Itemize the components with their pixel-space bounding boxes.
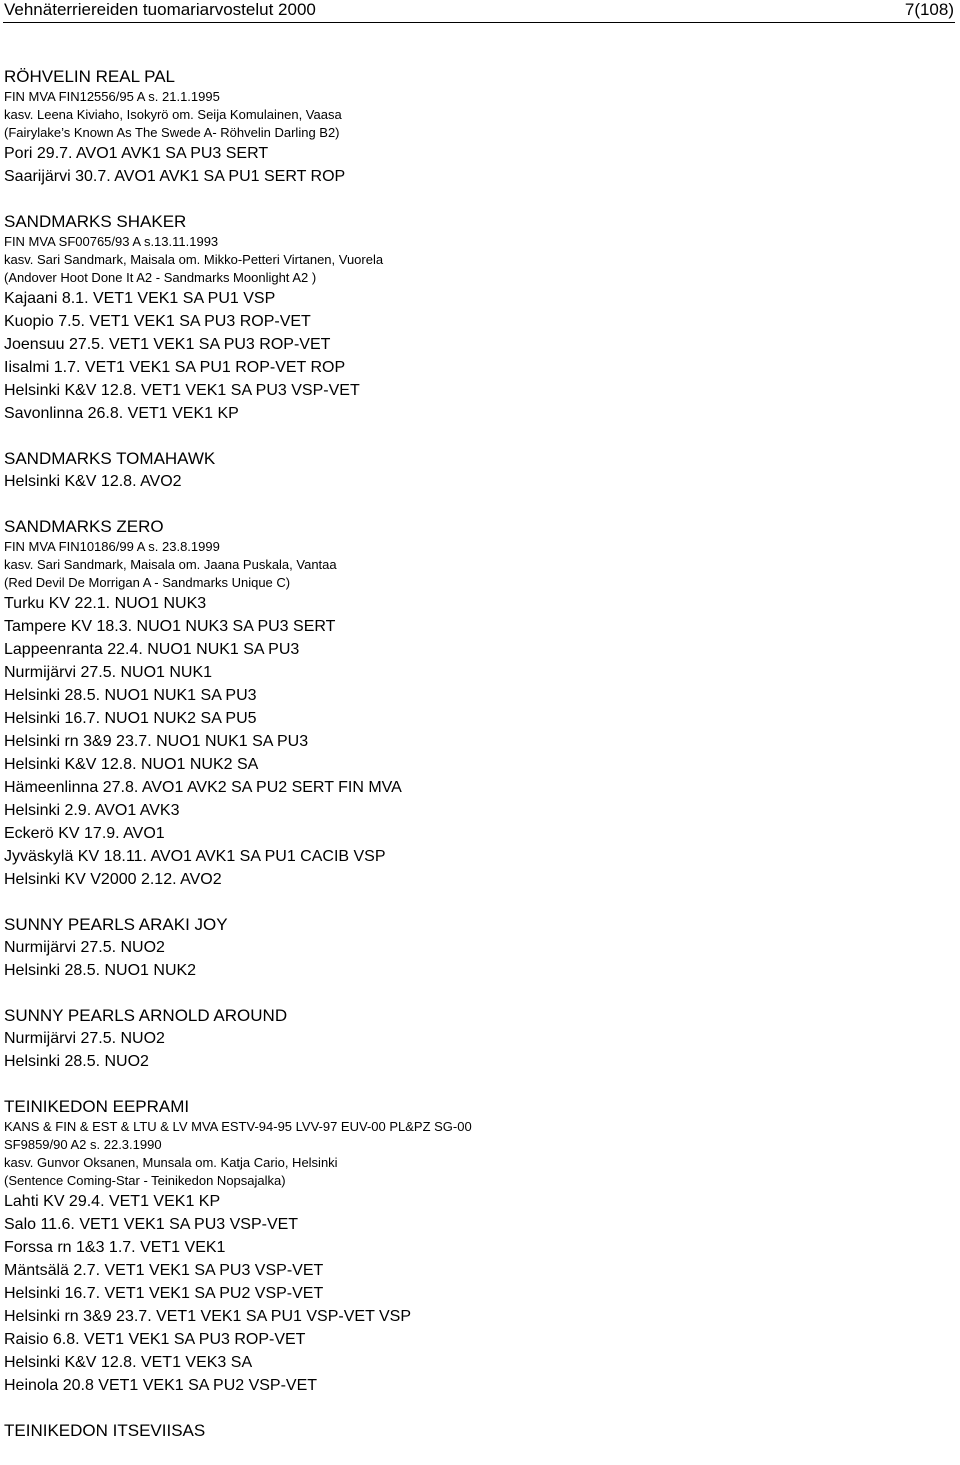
show-result: Nurmijärvi 27.5. NUO2 xyxy=(4,1030,165,1047)
dog-entry xyxy=(4,1005,944,1073)
dog-name: SUNNY PEARLS ARAKI JOY xyxy=(4,915,228,934)
document-title: Vehnäterriereiden tuomariarvostelut 2000 xyxy=(4,0,316,19)
show-result: Helsinki K&V 12.8. VET1 VEK3 SA xyxy=(4,1354,253,1371)
show-result: Jyväskylä KV 18.11. AVO1 AVK1 SA PU1 CACIB VSP xyxy=(4,848,386,865)
dog-entry xyxy=(4,66,944,188)
registration-detail: kasv. Sari Sandmark, Maisala om. Mikko-Petteri Virtanen, Vuorela xyxy=(4,252,384,267)
dog-entry xyxy=(4,1096,944,1397)
show-result: Helsinki rn 3&9 23.7. VET1 VEK1 SA PU1 VSP-VET VSP xyxy=(4,1308,412,1325)
show-result: Saarijärvi 30.7. AVO1 AVK1 SA PU1 SERT ROP xyxy=(4,168,346,185)
show-result: Helsinki K&V 12.8. VET1 VEK1 SA PU3 VSP-VET xyxy=(4,382,360,399)
show-result: Mäntsälä 2.7. VET1 VEK1 SA PU3 VSP-VET xyxy=(4,1262,324,1279)
show-result: Iisalmi 1.7. VET1 VEK1 SA PU1 ROP-VET ROP xyxy=(4,359,346,376)
show-result: Turku KV 22.1. NUO1 NUK3 xyxy=(4,595,207,612)
show-result: Heinola 20.8 VET1 VEK1 SA PU2 VSP-VET xyxy=(4,1377,318,1394)
registration-detail: (Andover Hoot Done It A2 - Sandmarks Moonlight A2 ) xyxy=(4,270,317,285)
results-list xyxy=(4,66,944,1465)
registration-detail: kasv. Leena Kiviaho, Isokyrö om. Seija Komulainen, Vaasa xyxy=(4,107,342,122)
dog-name: SANDMARKS ZERO xyxy=(4,517,164,536)
show-result: Nurmijärvi 27.5. NUO2 xyxy=(4,939,165,956)
page-header xyxy=(4,0,954,22)
dog-name: SANDMARKS TOMAHAWK xyxy=(4,449,216,468)
registration-detail: kasv. Sari Sandmark, Maisala om. Jaana Puskala, Vantaa xyxy=(4,557,337,572)
registration-detail: kasv. Gunvor Oksanen, Munsala om. Katja Cario, Helsinki xyxy=(4,1155,338,1170)
dog-entry xyxy=(4,448,944,493)
show-result: Hämeenlinna 27.8. AVO1 AVK2 SA PU2 SERT FIN MVA xyxy=(4,779,402,796)
dog-name: SUNNY PEARLS ARNOLD AROUND xyxy=(4,1006,288,1025)
registration-detail: SF9859/90 A2 s. 22.3.1990 xyxy=(4,1137,162,1152)
show-result: Helsinki rn 3&9 23.7. NUO1 NUK1 SA PU3 xyxy=(4,733,309,750)
registration-detail: (Red Devil De Morrigan A - Sandmarks Unique C) xyxy=(4,575,291,590)
show-result: Helsinki K&V 12.8. NUO1 NUK2 SA xyxy=(4,756,259,773)
registration-detail: (Sentence Coming-Star - Teinikedon Nopsajalka) xyxy=(4,1173,286,1188)
show-result: Lahti KV 29.4. VET1 VEK1 KP xyxy=(4,1193,221,1210)
show-result: Helsinki K&V 12.8. AVO2 xyxy=(4,473,182,490)
show-result: Pori 29.7. AVO1 AVK1 SA PU3 SERT xyxy=(4,145,269,162)
dog-name: SANDMARKS SHAKER xyxy=(4,212,187,231)
show-result: Helsinki 28.5. NUO1 NUK1 SA PU3 xyxy=(4,687,257,704)
show-result: Lappeenranta 22.4. NUO1 NUK1 SA PU3 xyxy=(4,641,300,658)
dog-entry xyxy=(4,914,944,982)
show-result: Salo 11.6. VET1 VEK1 SA PU3 VSP-VET xyxy=(4,1216,299,1233)
show-result: Eckerö KV 17.9. AVO1 xyxy=(4,825,165,842)
show-result: Raisio 6.8. VET1 VEK1 SA PU3 ROP-VET xyxy=(4,1331,306,1348)
registration-detail: FIN MVA FIN12556/95 A s. 21.1.1995 xyxy=(4,89,220,104)
show-result: Joensuu 27.5. VET1 VEK1 SA PU3 ROP-VET xyxy=(4,336,331,353)
dog-name: RÖHVELIN REAL PAL xyxy=(4,67,176,86)
show-result: Helsinki 16.7. VET1 VEK1 SA PU2 VSP-VET xyxy=(4,1285,324,1302)
registration-detail: KANS & FIN & EST & LTU & LV MVA ESTV-94-95 LVV-97 EUV-00 PL&PZ SG-00 xyxy=(4,1119,472,1134)
registration-detail: FIN MVA SF00765/93 A s.13.11.1993 xyxy=(4,234,219,249)
page-number: 7(108) xyxy=(904,0,954,19)
show-result: Helsinki 28.5. NUO2 xyxy=(4,1053,149,1070)
dog-name: TEINIKEDON EEPRAMI xyxy=(4,1097,190,1116)
show-result: Tampere KV 18.3. NUO1 NUK3 SA PU3 SERT xyxy=(4,618,336,635)
show-result: Helsinki 28.5. NUO1 NUK2 xyxy=(4,962,197,979)
dog-name: TEINIKEDON ITSEVIISAS xyxy=(4,1421,206,1440)
show-result: Helsinki 16.7. NUO1 NUK2 SA PU5 xyxy=(4,710,257,727)
registration-detail: FIN MVA FIN10186/99 A s. 23.8.1999 xyxy=(4,539,220,554)
dog-entry xyxy=(4,211,944,425)
header-divider xyxy=(3,22,955,23)
show-result: Helsinki 2.9. AVO1 AVK3 xyxy=(4,802,180,819)
show-result: Savonlinna 26.8. VET1 VEK1 KP xyxy=(4,405,239,422)
show-result: Forssa rn 1&3 1.7. VET1 VEK1 xyxy=(4,1239,226,1256)
show-result: Nurmijärvi 27.5. NUO1 NUK1 xyxy=(4,664,213,681)
show-result: Helsinki KV V2000 2.12. AVO2 xyxy=(4,871,222,888)
registration-detail: (Fairylake’s Known As The Swede A- Röhvelin Darling B2) xyxy=(4,125,340,140)
show-result: Kuopio 7.5. VET1 VEK1 SA PU3 ROP-VET xyxy=(4,313,311,330)
dog-entry xyxy=(4,1420,944,1442)
dog-entry xyxy=(4,516,944,891)
show-result: Kajaani 8.1. VET1 VEK1 SA PU1 VSP xyxy=(4,290,276,307)
